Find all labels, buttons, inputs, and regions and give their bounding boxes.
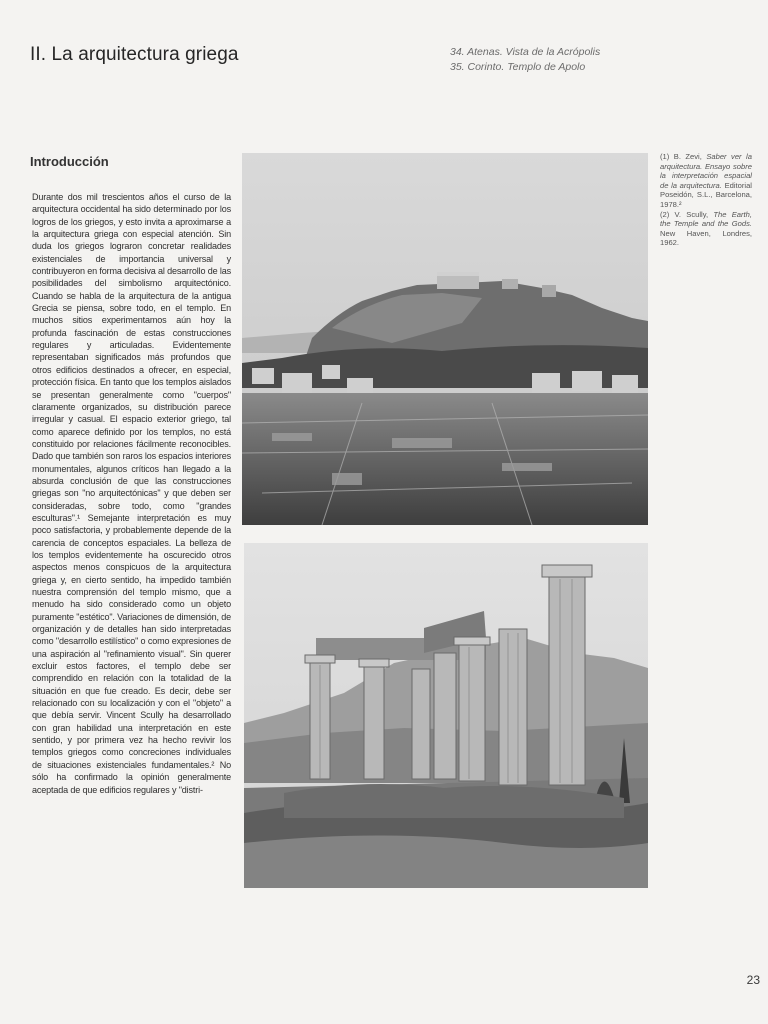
footnotes [660,152,752,248]
footnote-2 [660,210,752,248]
footnote-book-title: The Earth, the Temple and the Gods. [660,209,752,229]
photo-corinth-temple [244,543,648,888]
caption-acropolis: 34. Atenas. Vista de la Acrópolis [450,46,601,58]
footnote-author: V. Scully, [674,209,709,219]
footnote-number: (1) [660,152,670,161]
footnote-book-title: Saber ver la arquitectura. Ensayo sobre la interpretación espacial de la arquitectura. [660,152,752,190]
section-title: Introducción [30,154,109,169]
footnote-number: (2) [660,209,670,219]
caption-corinth: 35. Corinto. Templo de Apolo [450,61,586,73]
footnote-1 [660,152,752,210]
footnote-publisher: New Haven, Londres, 1962. [660,228,752,248]
page-number: 23 [746,973,760,987]
footnote-publisher: Editorial Poseidón, S.L., Barcelona, 1978.² [660,180,752,209]
body-text: Durante dos mil trescientos años el curso de la arquitectura occidental ha sido determinado por los logros de los griegos, y esto invita a aproximarse a la arquitectura griega con especial atención. Sin duda los griegos lograron concretar realidades existenciales de importancia universal y contribuyeron en forma decisiva al desarrollo de las posibilidades del simbolismo arquitectónico. Cuando se habla de la arquitectura de la antigua Grecia se piensa, sobre todo, en el templo. En muchos sitios experimentamos aún hoy la profunda fascinación de estas construcciones regulares y articuladas. Evidentemente representaban significados más profundos que otros edificios destinados a ofrecer, en especial, protección física. En tanto que los templos aislados se presentan generalmente como "cuerpos" claramente organizados, su distribución parece irregular y casual. El espacio exterior griego, tal como aparece definido por los templos, no está constituido por relaciones fácilmente reconocibles. Dado que también son raros los espacios interiores monumentales, algunos críticos han llegado a la absurda conclusión de que las construcciones griegas son "no arquitectónicas" y que deben ser consideradas, sobre todo, como "grandes esculturas".¹ Semejante interpretación es muy poco satisfactoria, y probablemente depende de la carencia de conceptos espaciales. La belleza de los templos evidentemente ha oscurecido otros aspectos menos conspicuos de la arquitectura griega y, en cierto sentido, ha impedido también nuestra comprensión del templo mismo, que a menudo ha sido considerado como un objeto puramente "estético". Variaciones de dimensión, de organización y de detalles han sido interpretadas como "desarrollo estilístico" o como expresiones de una aspiración al "refinamiento visual". Sin querer excluir estos factores, el templo debe ser comprendido en relación con la totalidad de la situación en que fue creado. Es decir, debe ser relacionado con su localización y con el "objeto" a que debía servir. Vincent Scully ha desarrollado con gran habilidad una interpretación en este sentido, y por primera vez ha hecho revivir los templos griegos como concreciones individuales de situaciones existenciales fundamentales.² No sólo ha confirmado la opinión generalmente aceptada de que edificios regulares y "distri- [32,192,231,795]
photo-acropolis [242,153,648,525]
chapter-title: II. La arquitectura griega [30,44,239,65]
footnote-author: B. Zevi, [673,152,702,161]
figure-captions [450,45,600,75]
